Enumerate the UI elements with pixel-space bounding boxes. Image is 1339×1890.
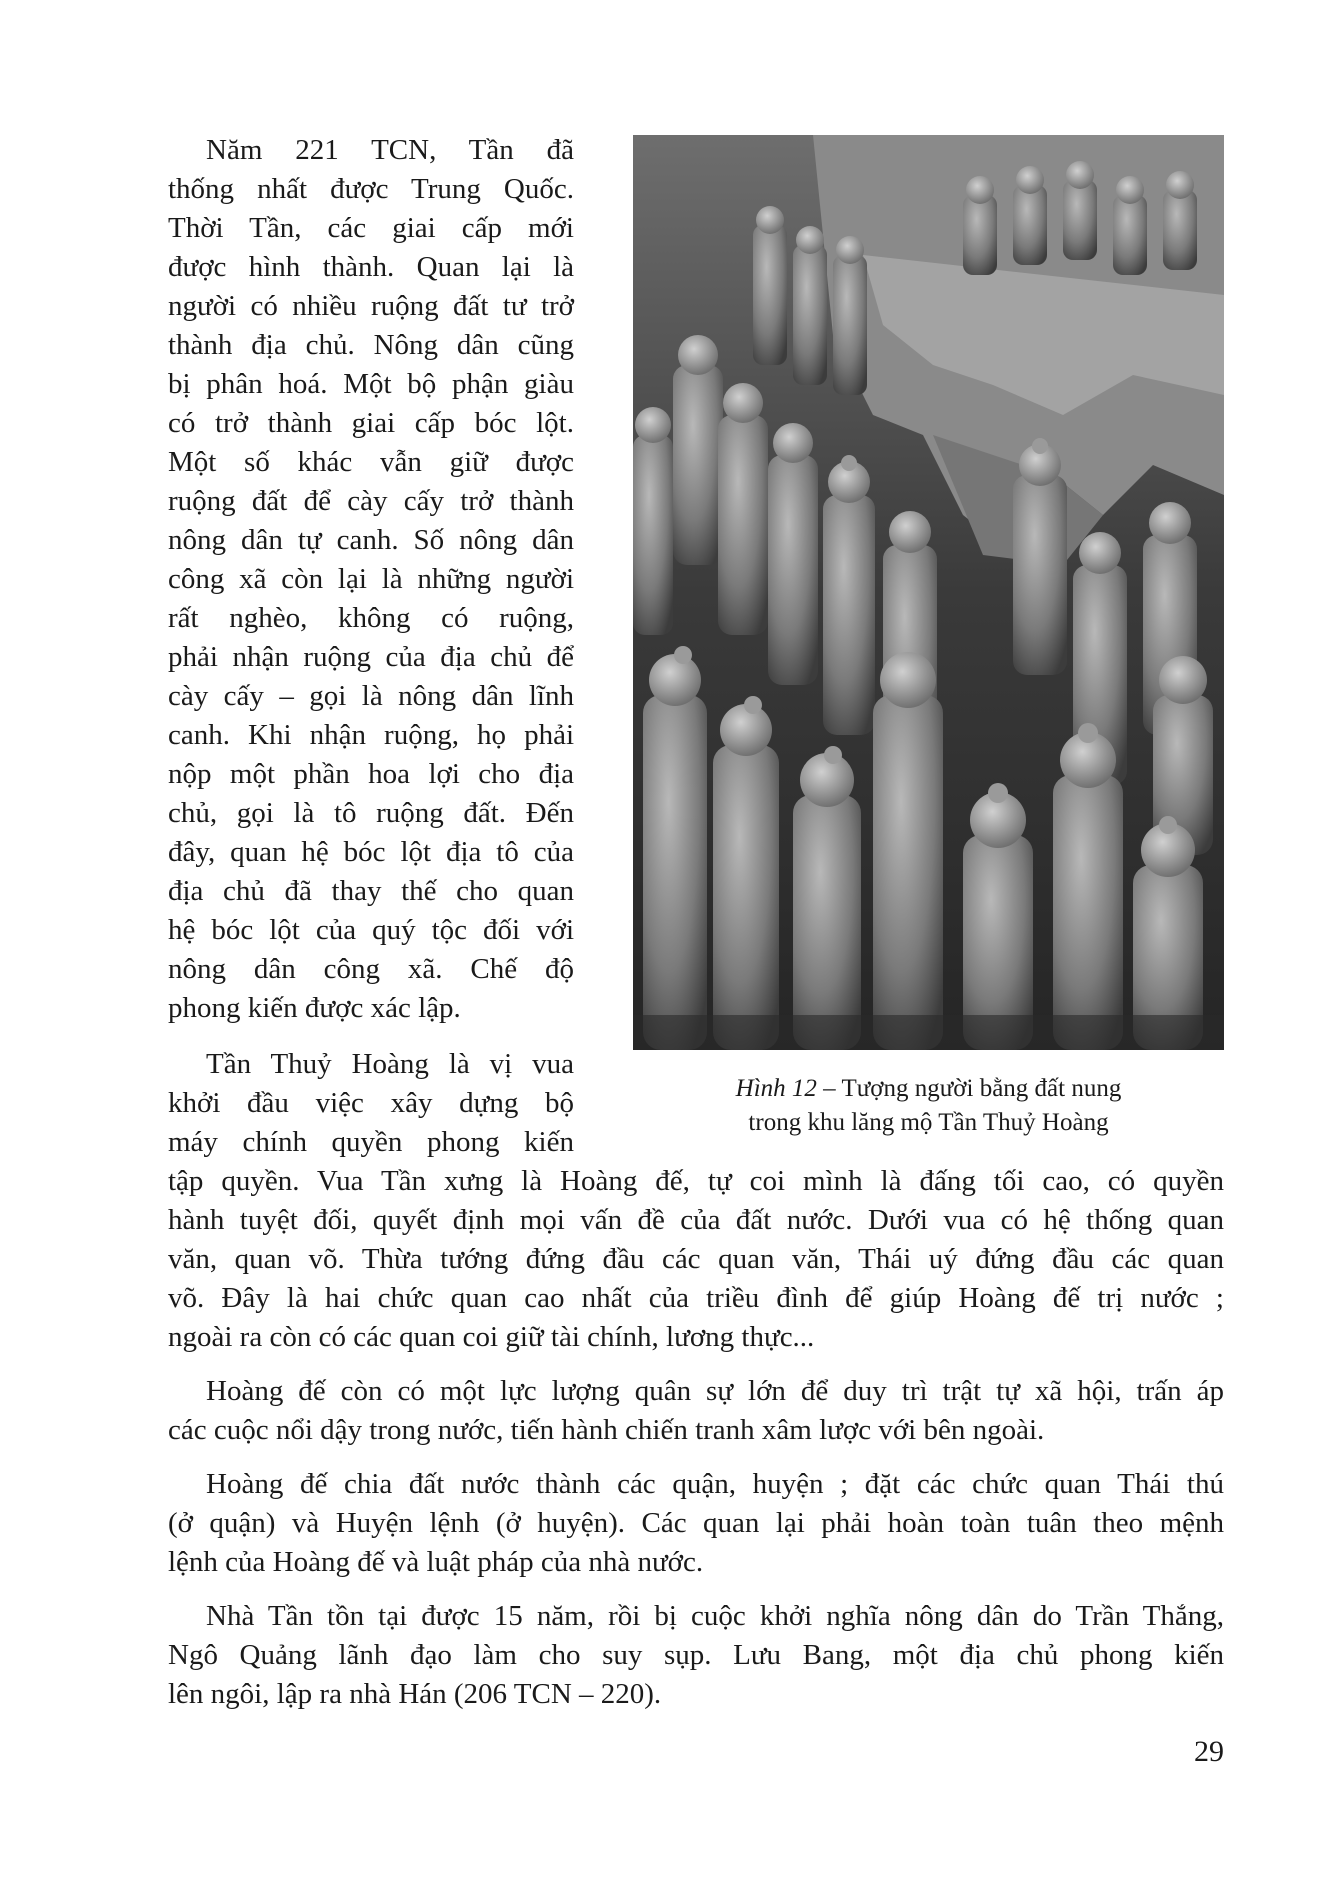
text-line: văn, quan võ. Thừa tướng đứng đầu các quan văn, Thái uý đứng đầu các quan <box>168 1243 1224 1275</box>
text-line: ruộng đất để cày cấy trở thành <box>168 485 574 517</box>
text-line: lệnh của Hoàng đế và luật pháp của nhà nước. <box>168 1546 704 1578</box>
text-line: được hình thành. Quan lại là <box>168 251 574 283</box>
text-line: tập quyền. Vua Tần xưng là Hoàng đế, tự coi mình là đấng tối cao, có quyền <box>168 1165 1224 1197</box>
text-line: các cuộc nổi dậy trong nước, tiến hành chiến tranh xâm lược với bên ngoài. <box>168 1414 1045 1446</box>
terracotta-warriors-photo <box>633 135 1224 1050</box>
caption-line-1 <box>633 1072 1224 1106</box>
text-line: Hoàng đế còn có một lực lượng quân sự lớn để duy trì trật tự xã hội, trấn áp <box>206 1375 1224 1407</box>
text-line: máy chính quyền phong kiến <box>168 1126 574 1158</box>
text-line: Ngô Quảng lãnh đạo làm cho suy sụp. Lưu Bang, một địa chủ phong kiến <box>168 1639 1224 1671</box>
page-number: 29 <box>1194 1735 1224 1768</box>
text-line: canh. Khi nhận ruộng, họ phải <box>168 719 574 751</box>
text-line: Hoàng đế chia đất nước thành các quận, huyện ; đặt các chức quan Thái thú <box>206 1468 1224 1500</box>
text-line: bị phân hoá. Một bộ phận giàu <box>168 368 574 400</box>
text-line: hành tuyệt đối, quyết định mọi vấn đề của đất nước. Dưới vua có hệ thống quan <box>168 1204 1224 1236</box>
text-line: rất nghèo, không có ruộng, <box>168 602 574 634</box>
text-line: phong kiến được xác lập. <box>168 992 461 1024</box>
text-line: Một số khác vẫn giữ được <box>168 446 574 478</box>
text-line: chủ, gọi là tô ruộng đất. Đến <box>168 797 574 829</box>
text-line: nộp một phần hoa lợi cho địa <box>168 758 574 790</box>
text-line: Thời Tần, các giai cấp mới <box>168 212 574 244</box>
text-line: lên ngôi, lập ra nhà Hán (206 TCN – 220). <box>168 1678 662 1710</box>
text-line: khởi đầu việc xây dựng bộ <box>168 1087 574 1119</box>
text-line: có trở thành giai cấp bóc lột. <box>168 407 574 439</box>
figure-label: Hình 12 <box>735 1075 817 1102</box>
text-line: người có nhiều ruộng đất tư trở <box>168 290 574 322</box>
text-line: nông dân tự canh. Số nông dân <box>168 524 574 556</box>
caption-line-2: trong khu lăng mộ Tần Thuỷ Hoàng <box>748 1109 1109 1136</box>
text-line: địa chủ đã thay thế cho quan <box>168 875 574 907</box>
text-line: thống nhất được Trung Quốc. <box>168 173 574 205</box>
text-line: nông dân công xã. Chế độ <box>168 953 574 985</box>
text-line: công xã còn lại là những người <box>168 563 574 595</box>
figure-caption <box>633 1072 1224 1140</box>
text-line: võ. Đây là hai chức quan cao nhất của triều đình để giúp Hoàng đế trị nước ; <box>168 1282 1224 1314</box>
text-line: hệ bóc lột của quý tộc đối với <box>168 914 574 946</box>
text-line: Nhà Tần tồn tại được 15 năm, rồi bị cuộc khởi nghĩa nông dân do Trần Thắng, <box>206 1600 1224 1632</box>
text-line: phải nhận ruộng của địa chủ để <box>168 641 574 673</box>
text-line: đây, quan hệ bóc lột địa tô của <box>168 836 574 868</box>
text-line: cày cấy – gọi là nông dân lĩnh <box>168 680 574 712</box>
text-line: Năm 221 TCN, Tần đã <box>206 134 574 166</box>
text-line: thành địa chủ. Nông dân cũng <box>168 329 574 361</box>
caption-text: – Tượng người bằng đất nung <box>816 1075 1122 1102</box>
text-line: (ở quận) và Huyện lệnh (ở huyện). Các quan lại phải hoàn toàn tuân theo mệnh <box>168 1507 1224 1539</box>
text-line: ngoài ra còn có các quan coi giữ tài chính, lương thực... <box>168 1321 815 1353</box>
text-line: Tần Thuỷ Hoàng là vị vua <box>206 1048 574 1080</box>
